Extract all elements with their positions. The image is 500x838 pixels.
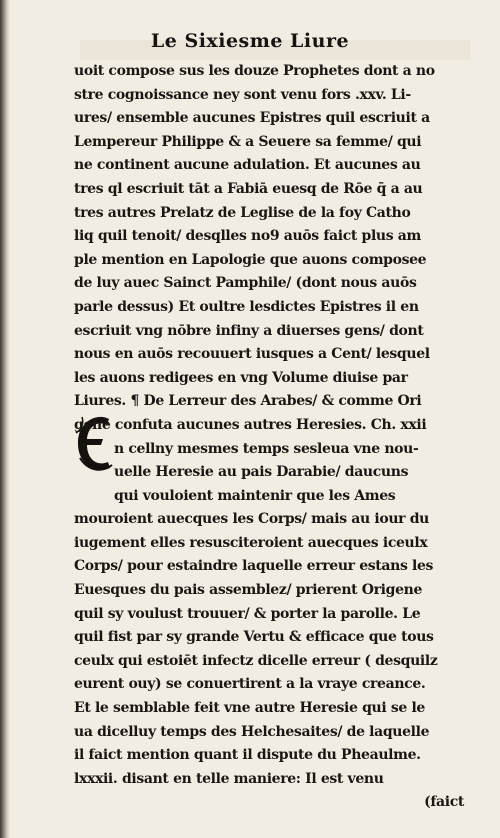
text-line: eurent ouy) se conuertirent a la vraye creance. bbox=[74, 676, 426, 693]
text-line: escriuit vng nōbre infiny a diuerses gens/ dont bbox=[74, 322, 424, 339]
text-line: lxxxii. disant en telle maniere: Il est venu bbox=[74, 770, 384, 787]
text-line: quil fist par sy grande Vertu & efficace que tous bbox=[74, 629, 434, 646]
text-line: tres ql escriuit tāt a Fabiā euesq de Rōe q̄ a au bbox=[74, 180, 423, 197]
text-line: mouroient auecques les Corps/ mais au iour du bbox=[74, 511, 429, 528]
text-line: liq quil tenoit/ desqlles no9 auōs faict plus am bbox=[74, 228, 421, 245]
text-line: parle dessus) Et oultre lesdictes Epistres il en bbox=[74, 298, 419, 315]
text-line: Euesques du pais assemblez/ prierent Origene bbox=[74, 582, 423, 599]
text-line: n cellny mesmes temps sesleua vne nou- bbox=[114, 440, 419, 457]
text-line: ple mention en Lapologie que auons composee bbox=[74, 251, 427, 268]
text-line: Et le semblable feit vne autre Heresie qui se le bbox=[74, 700, 425, 717]
text-line: ceulx qui estoiēt infectz dicelle erreur ( desquilz bbox=[74, 652, 438, 669]
text-line: ne continent aucune adulation. Et aucunes au bbox=[74, 157, 421, 174]
catchword: (faict bbox=[424, 794, 464, 811]
text-line: Lempereur Philippe & a Seuere sa femme/ qui bbox=[74, 133, 422, 150]
text-line: il faict mention quant il dispute du Pheaulme. bbox=[74, 747, 421, 764]
binding-gutter bbox=[0, 0, 10, 838]
text-line: uelle Heresie au pais Darabie/ daucuns bbox=[114, 464, 409, 481]
text-line: iugement elles resusciteroient auecques iceulx bbox=[74, 534, 428, 551]
text-line: les auons redigees en vng Volume diuise par bbox=[74, 369, 408, 386]
text-line: stre cognoissance ney sont venu fors .xxv. Li- bbox=[74, 86, 411, 103]
chapter-heading-line: gene confuta aucunes autres Heresies. Ch. xxii bbox=[74, 416, 427, 433]
text-line: tres autres Prelatz de Leglise de la foy Catho bbox=[74, 204, 411, 221]
text-line: quil sy voulust trouuer/ & porter la parolle. Le bbox=[74, 605, 421, 622]
text-line: ua dicelluy temps des Helchesaites/ de laquelle bbox=[74, 723, 430, 740]
text-line: ures/ ensemble aucunes Epistres quil escriuit a bbox=[74, 110, 430, 127]
text-line: nous en auōs recouuert iusques a Cent/ lesquel bbox=[74, 346, 430, 363]
text-line: uoit compose sus les douze Prophetes dont a no bbox=[74, 63, 435, 79]
running-head: Le Sixiesme Liure bbox=[150, 30, 350, 52]
page-text bbox=[74, 60, 474, 815]
chapter-heading-line: Liures. ¶ De Lerreur des Arabes/ & comme Ori bbox=[74, 393, 422, 410]
text-line: qui vouloient maintenir que les Ames bbox=[114, 487, 396, 504]
text-line: de luy auec Sainct Pamphile/ (dont nous auōs bbox=[74, 275, 417, 292]
text-line: Corps/ pour estaindre laquelle erreur estans les bbox=[74, 558, 434, 575]
